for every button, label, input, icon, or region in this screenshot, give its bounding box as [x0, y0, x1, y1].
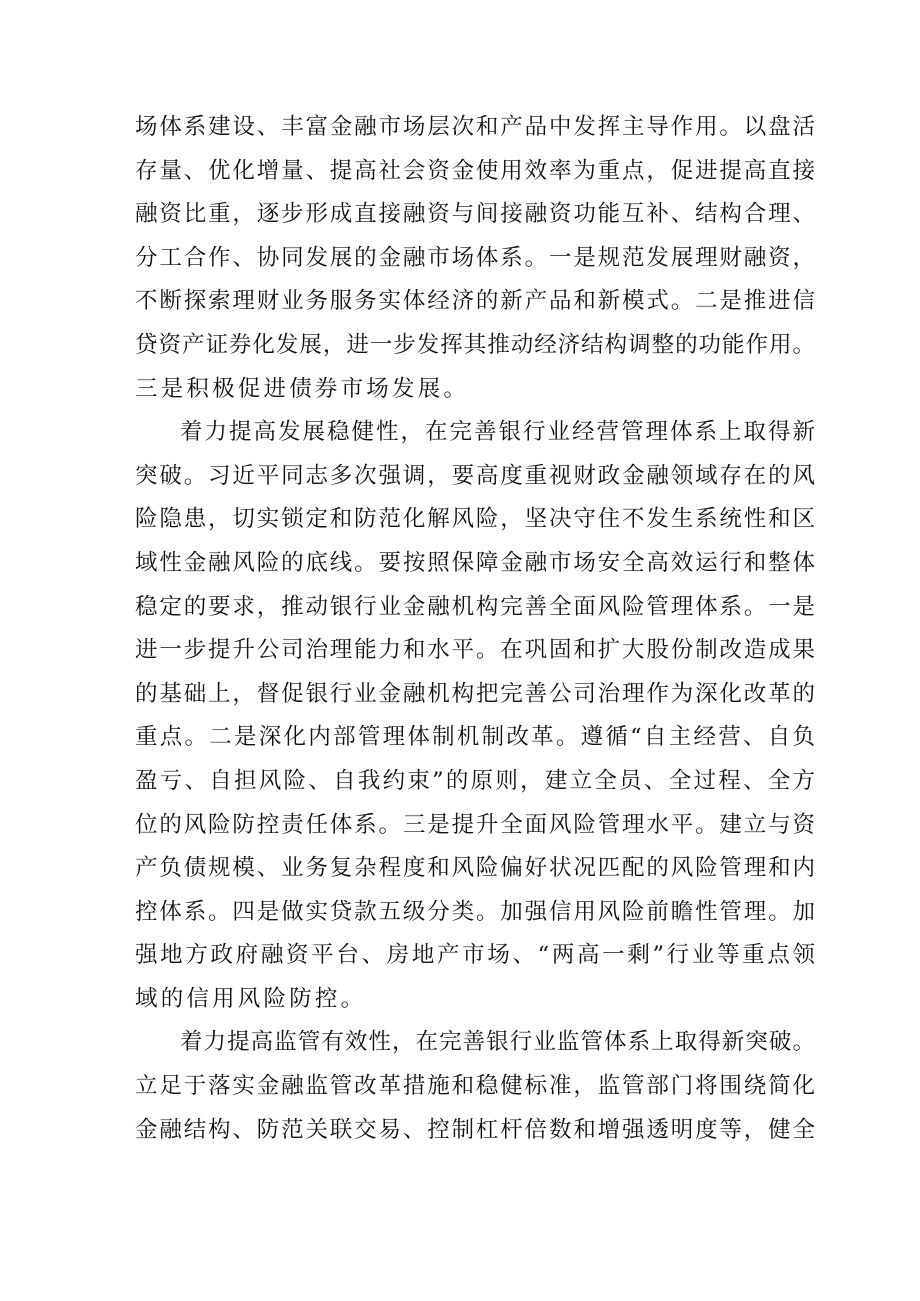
- text-line: 不断探索理财业务服务实体经济的新产品和新模式。二是推进信: [135, 288, 815, 315]
- text-line: 险隐患，切实锁定和防范化解风险，坚决守住不发生系统性和区: [135, 506, 815, 533]
- text-line: 突破。习近平同志多次强调，要高度重视财政金融领域存在的风: [135, 462, 815, 489]
- text-line: 存量、优化增量、提高社会资金使用效率为重点，促进提高直接: [135, 157, 815, 184]
- text-line: 金融结构、防范关联交易、控制杠杆倍数和增强透明度等，健全: [135, 1116, 815, 1143]
- text-line: 盈亏、自担风险、自我约束”的原则，建立全员、全过程、全方: [135, 767, 815, 794]
- text-line: 域的信用风险防控。: [135, 985, 367, 1012]
- text-line: 控体系。四是做实贷款五级分类。加强信用风险前瞻性管理。加: [135, 898, 815, 925]
- text-line: 进一步提升公司治理能力和水平。在巩固和扩大股份制改造成果: [135, 637, 815, 664]
- text-line: 域性金融风险的底线。要按照保障金融市场安全高效运行和整体: [135, 549, 815, 576]
- text-line: 立足于落实金融监管改革措施和稳健标准，监管部门将围绕简化: [135, 1073, 815, 1100]
- text-line: 强地方政府融资平台、房地产市场、“两高一剩”行业等重点领: [135, 942, 815, 969]
- paragraph-first-line: 着力提高监管有效性，在完善银行业监管体系上取得新突破。: [180, 1029, 815, 1056]
- text-line: 重点。二是深化内部管理体制机制改革。遵循“自主经营、自负: [135, 724, 815, 751]
- text-line: 融资比重，逐步形成直接融资与间接融资功能互补、结构合理、: [135, 201, 815, 228]
- text-line: 三是积极促进债券市场发展。: [135, 375, 470, 402]
- text-line: 位的风险防控责任体系。三是提升全面风险管理水平。建立与资: [135, 811, 815, 838]
- text-line: 贷资产证券化发展，进一步发挥其推动经济结构调整的功能作用。: [135, 331, 815, 358]
- text-line: 分工合作、协同发展的金融市场体系。一是规范发展理财融资，: [135, 244, 815, 271]
- document-body: [135, 106, 815, 1152]
- text-line: 稳定的要求，推动银行业金融机构完善全面风险管理体系。一是: [135, 593, 815, 620]
- text-line: 场体系建设、丰富金融市场层次和产品中发挥主导作用。以盘活: [135, 114, 815, 140]
- text-line: 产负债规模、业务复杂程度和风险偏好状况匹配的风险管理和内: [135, 855, 815, 882]
- text-line: 的基础上，督促银行业金融机构把完善公司治理作为深化改革的: [135, 680, 815, 707]
- paragraph-first-line: 着力提高发展稳健性，在完善银行业经营管理体系上取得新: [180, 419, 815, 446]
